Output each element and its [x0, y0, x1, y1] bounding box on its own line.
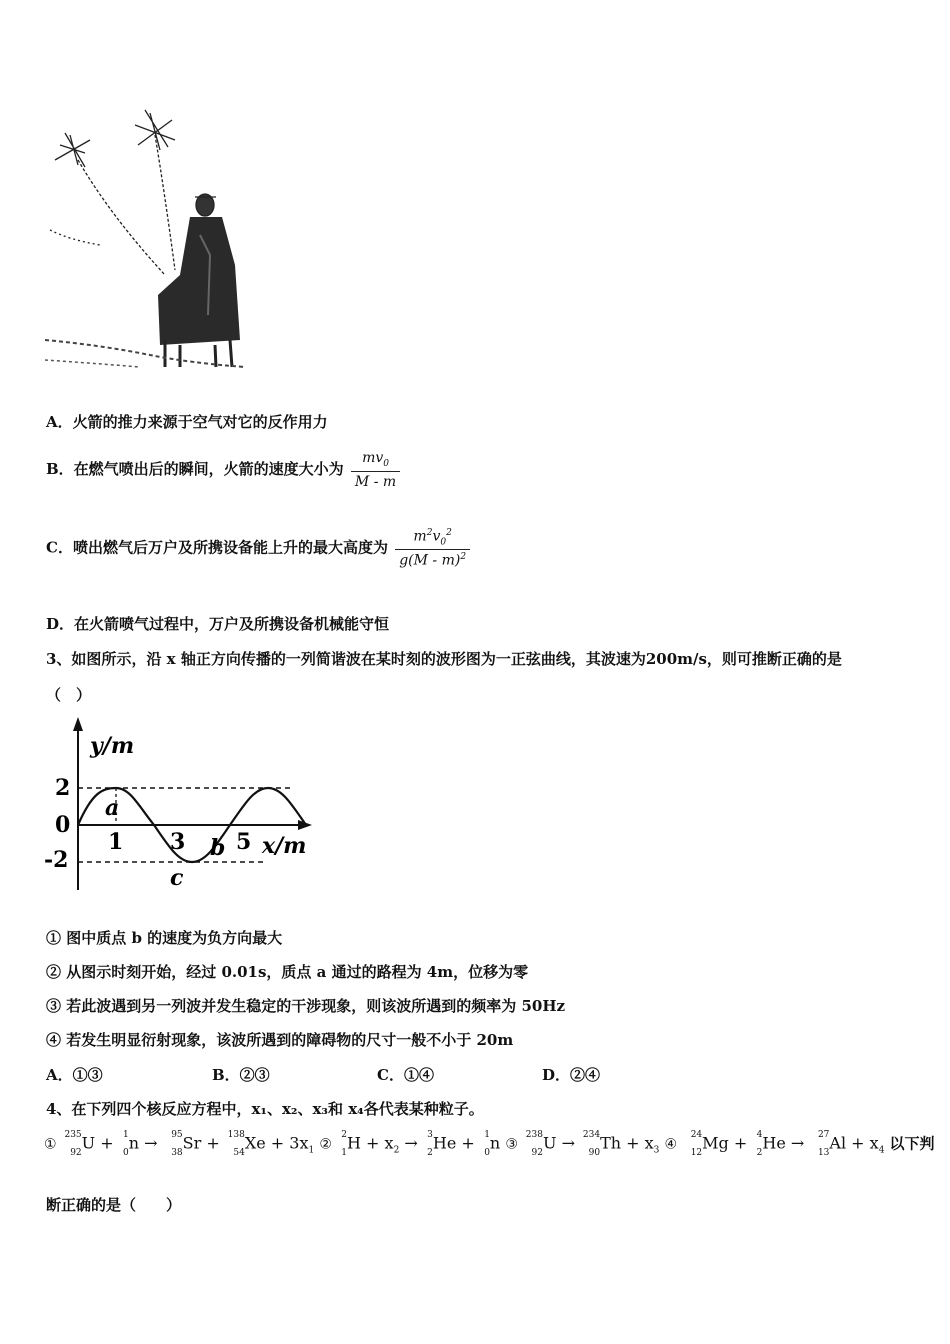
wanhu-rocket-illustration [40, 105, 250, 375]
y-tick-0: 0 [55, 812, 71, 838]
x-tick-3: 3 [170, 829, 186, 855]
q4-stem: 4、在下列四个核反应方程中，x₁、x₂、x₃和 x₄各代表某种粒子。 [46, 1100, 484, 1118]
point-b: b [210, 835, 226, 861]
x-axis-label: x/m [262, 833, 307, 859]
q4-continuation: 断正确的是（ ） [46, 1196, 182, 1214]
nuclear-equations: ① 235 92 U + 1 0 n → 95 38 Sr + 138 54 $Xe + 3x_1$ ② 2 1 $H + x_2$ → 3 2 He + 1 0 n ③ 238 92 U → 234 90 $Th + x_3$ ④ 24 12 Mg + 4 2 He → 27 13 $Al + x_4$ 以下判 [44, 1130, 935, 1158]
y-axis-arrow [73, 717, 83, 731]
statement-2: ② 从图示时刻开始，经过 0.01s，质点 a 通过的路程为 4m，位移为零 [46, 963, 529, 981]
choice-a: A．①③ [46, 1066, 103, 1084]
x-tick-5: 5 [236, 829, 252, 855]
option-c [46, 528, 470, 569]
point-a: a [105, 795, 120, 821]
option-c-text: C．喷出燃气后万户及所携设备能上升的最大高度为 [46, 538, 388, 557]
statement-3: ③ 若此波遇到另一列波并发生稳定的干涉现象，则该波所遇到的频率为 50Hz [46, 997, 566, 1015]
choice-d: D．②④ [542, 1066, 601, 1084]
y-tick-2: 2 [55, 775, 71, 801]
y-axis-label: y/m [90, 733, 135, 759]
statement-1: ① 图中质点 b 的速度为负方向最大 [46, 929, 283, 947]
option-c-fraction: $\frac{m^2v_0^2}{g(M - m)^2}$ [395, 528, 470, 569]
option-d: D．在火箭喷气过程中，万户及所携设备机械能守恒 [46, 615, 390, 633]
q3-stem: 3、如图所示，沿 x 轴正方向传播的一列简谐波在某时刻的波形图为一正弦曲线，其波速为200m/s，则可推断正确的是 [46, 650, 842, 668]
q3-bracket: （ ） [46, 686, 92, 704]
point-c: c [170, 865, 184, 891]
wave-graph [40, 715, 320, 895]
option-b [46, 450, 400, 490]
option-b-fraction: $\frac{mv_0}{M - m}$ [351, 450, 400, 490]
choice-b: B．②③ [212, 1066, 270, 1084]
q4-tail: 以下判 [889, 1134, 935, 1153]
x-tick-1: 1 [108, 829, 124, 855]
option-a: A．火箭的推力来源于空气对它的反作用力 [46, 413, 328, 431]
statement-4: ④ 若发生明显衍射现象，该波所遇到的障碍物的尺寸一般不小于 20m [46, 1031, 514, 1049]
choice-c: C．①④ [377, 1066, 434, 1084]
option-b-text: B．在燃气喷出后的瞬间，火箭的速度大小为 [46, 459, 344, 478]
y-tick-neg2: -2 [44, 847, 69, 873]
